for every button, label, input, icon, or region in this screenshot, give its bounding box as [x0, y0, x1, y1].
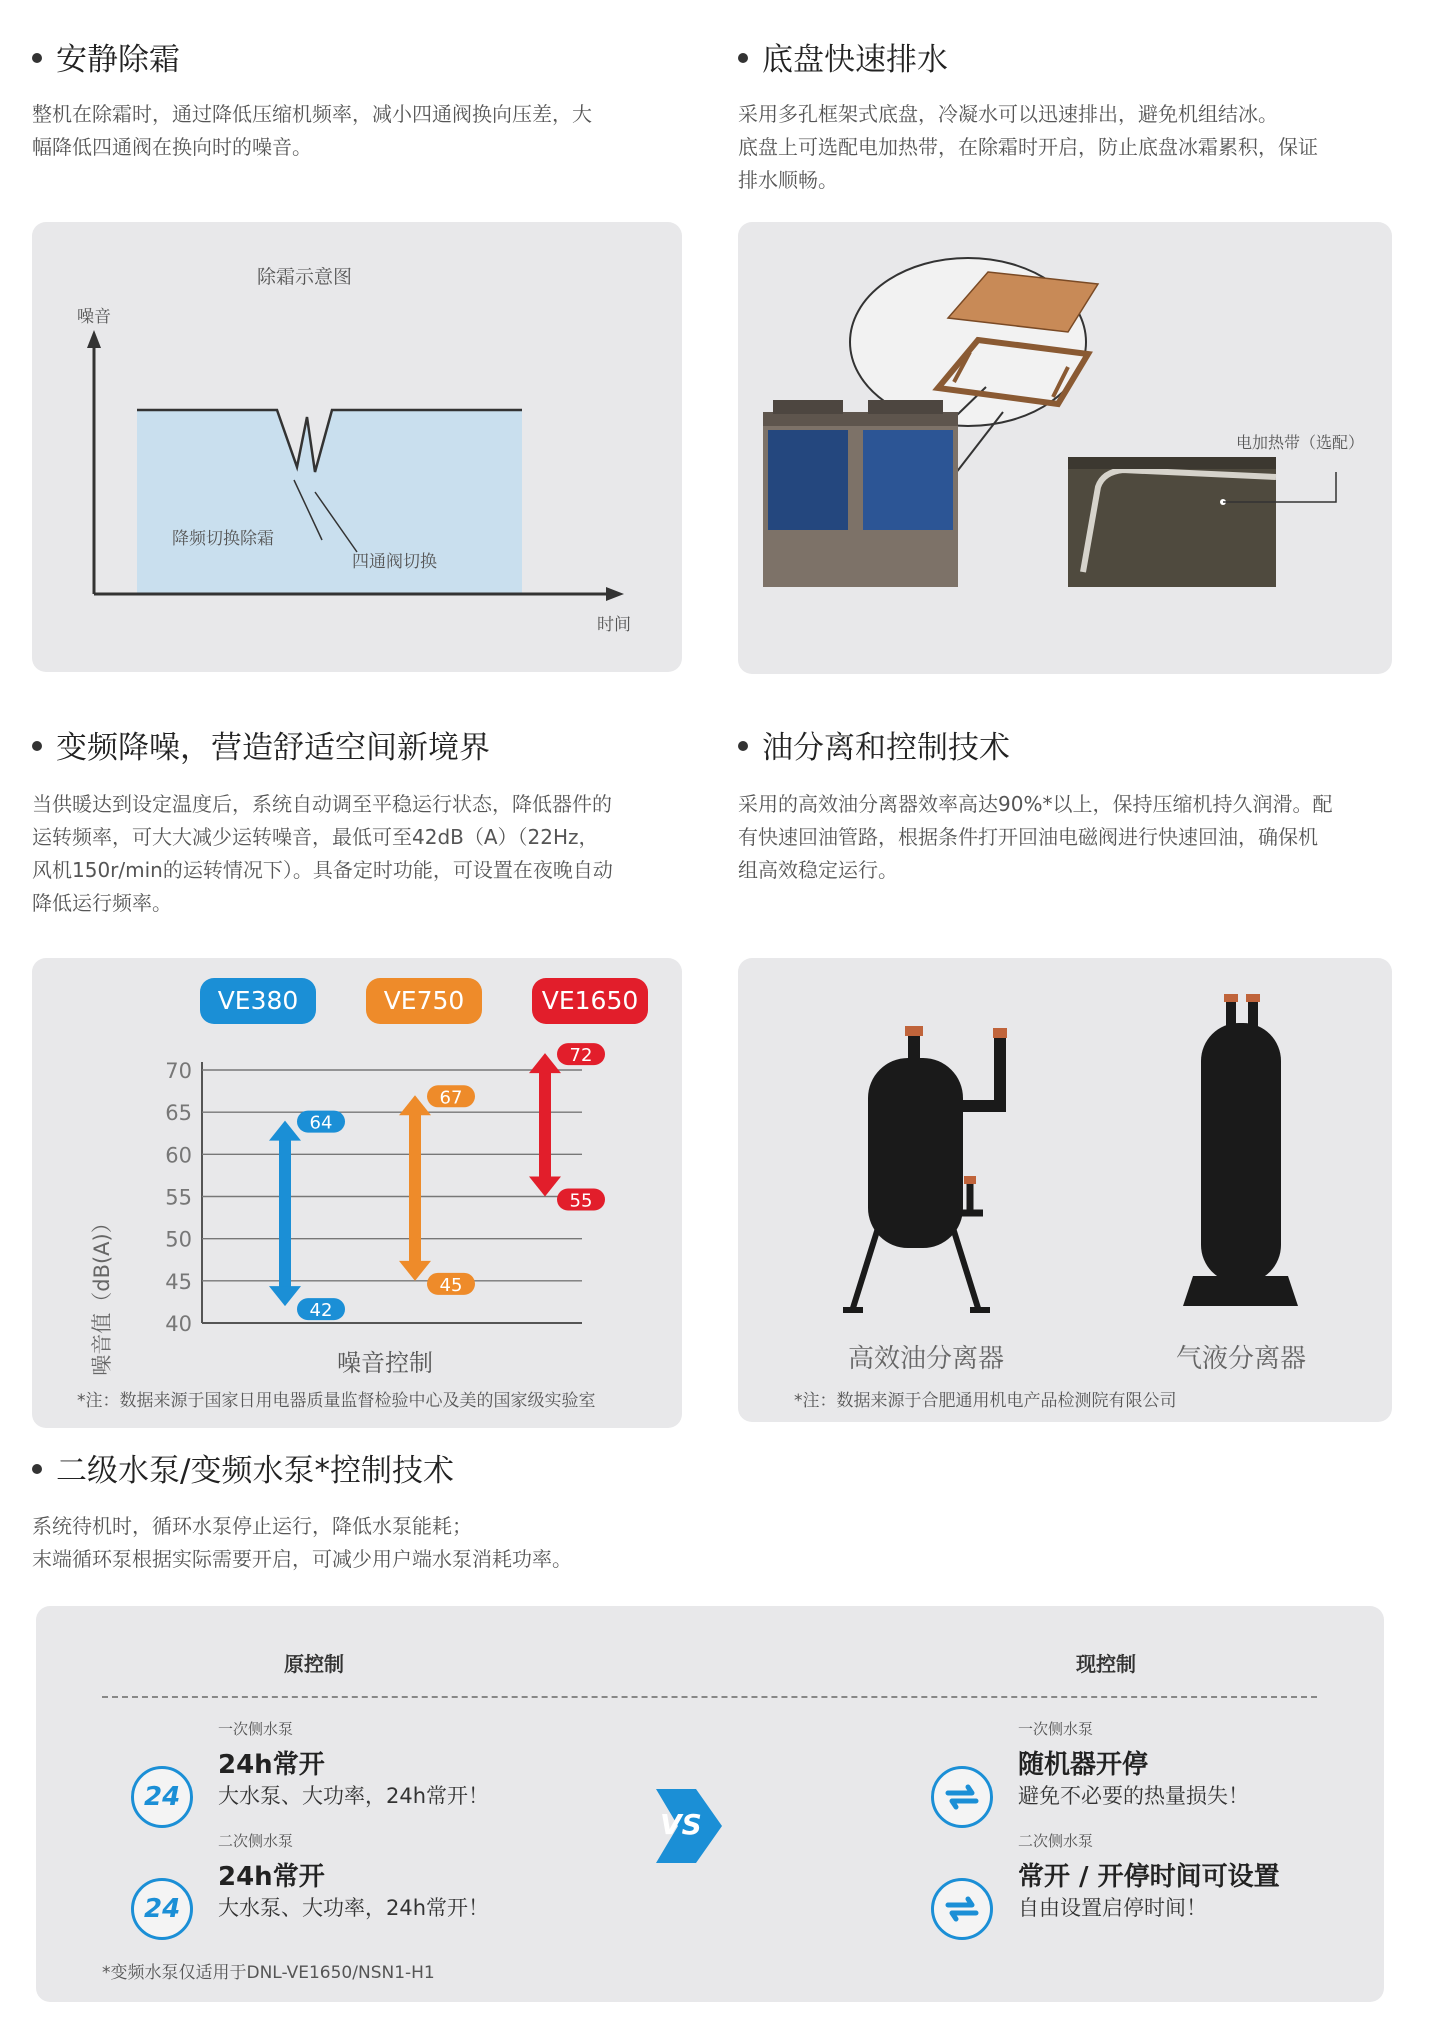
pump-desc: 自由设置启停时间！: [1018, 1896, 1207, 1920]
y-tick-label: 45: [165, 1269, 192, 1294]
bullet-dot: [32, 53, 42, 63]
paragraph-line: 采用的高效油分离器效率高达90%*以上，保持压缩机持久润滑。配: [738, 792, 1333, 816]
range-bar-VE380: [279, 1135, 291, 1293]
paragraph-line: 排水顺畅。: [738, 168, 838, 192]
y-axis-arrow: [87, 330, 101, 348]
defrost-noise-area: [137, 410, 522, 594]
oil-separator-leg: [953, 1228, 978, 1308]
pump-desc: 避免不必要的热量损失！: [1018, 1784, 1249, 1808]
24h-icon: [131, 1878, 193, 1940]
separator-image-panel: [738, 958, 1392, 1422]
chassis-drain-paragraph: [738, 98, 1318, 197]
paragraph-line: 底盘上可选配电加热带，在除霜时开启，防止底盘冰霜累积，保证: [738, 135, 1318, 159]
value-label-low-VE750: 45: [439, 1274, 463, 1296]
oil-separator-cap: [993, 1028, 1007, 1038]
section-title-text: 二级水泵/变频水泵*控制技术: [56, 1453, 454, 1489]
defrost-diagram: [32, 222, 682, 672]
gas-separator-pipe: [1226, 998, 1236, 1026]
section-title-pump: [32, 1445, 454, 1490]
oil-separator-body: [868, 1058, 963, 1248]
oil-separator-leg: [853, 1228, 878, 1308]
noise-chart-panel: [32, 958, 682, 1428]
quiet-defrost-paragraph: [32, 98, 592, 164]
arrow-down-VE750: [399, 1261, 431, 1281]
gas-separator-cap: [1246, 994, 1260, 1002]
bullet-dot: [738, 53, 748, 63]
pump-kicker: 一次侧水泵: [1018, 1720, 1094, 1738]
y-tick-label: 60: [165, 1143, 192, 1168]
cycle-arrows-icon: [931, 1878, 993, 1940]
range-bar-VE1650: [539, 1067, 551, 1182]
24h-icon-text: 24: [144, 1782, 181, 1812]
pump-footnote: *变频水泵仅适用于DNL-VE1650/NSN1-H1: [102, 1963, 435, 1983]
paragraph-line: 末端循环泵根据实际需要开启，可减少用户端水泵消耗功率。: [32, 1547, 572, 1571]
pump-status: 常开 / 开停时间可设置: [1018, 1862, 1280, 1892]
legend-ve380: VE380: [200, 978, 316, 1024]
pump-desc: 大水泵、大功率，24h常开！: [218, 1896, 490, 1920]
24h-icon: [131, 1766, 193, 1828]
pump-kicker: 二次侧水泵: [218, 1832, 294, 1850]
value-label-low-VE1650: 55: [569, 1190, 593, 1212]
paragraph-line: 幅降低四通阀在换向时的噪音。: [32, 135, 312, 159]
caption-oil-separator: 高效油分离器: [848, 1344, 1005, 1374]
value-label-high-VE380: 64: [309, 1112, 333, 1134]
oil-separation-paragraph: [738, 788, 1332, 887]
paragraph-line: 当供暖达到设定温度后，系统自动调至平稳运行状态，降低器件的: [32, 792, 612, 816]
cycle-arrow-path: [948, 1899, 976, 1919]
oil-separator-side-pipe: [963, 1038, 1000, 1106]
cycle-arrow-path: [948, 1787, 976, 1807]
paragraph-line: 有快速回油管路，根据条件打开回油电磁阀进行快速回油，确保机: [738, 825, 1318, 849]
y-tick-label: 70: [165, 1059, 192, 1083]
pump-paragraph: [32, 1510, 572, 1576]
section-title-text: 变频降噪，营造舒适空间新境界: [56, 730, 490, 766]
unit-coil-left: [768, 430, 848, 530]
y-axis-title-wrap: [86, 1194, 116, 1394]
legend-ve1650: VE1650: [532, 978, 648, 1024]
new-control-heading: 现控制: [1076, 1652, 1136, 1676]
pump-status: 24h常开: [218, 1750, 325, 1780]
defrost-diagram-panel: [32, 222, 682, 672]
section-title-quiet-defrost: [32, 34, 180, 79]
value-label-high-VE1650: 72: [569, 1045, 593, 1067]
gas-separator-bracket: [1183, 1276, 1298, 1306]
arrow-down-VE380: [269, 1286, 301, 1306]
paragraph-line: 系统待机时，循环水泵停止运行，降低水泵能耗；: [32, 1514, 472, 1538]
y-tick-label: 55: [165, 1185, 192, 1210]
diagram-title: 除霜示意图: [257, 266, 353, 288]
oil-separator-cap: [905, 1026, 923, 1036]
value-label-low-VE380: 42: [309, 1300, 333, 1322]
heater-label: 电加热带（选配）: [1236, 433, 1365, 452]
unit-fan: [773, 400, 843, 414]
value-label-high-VE750: 67: [439, 1087, 463, 1109]
arrow-up-VE380: [269, 1121, 301, 1141]
y-axis-title: 噪音值（dB(A)）: [90, 1212, 114, 1376]
chassis-image-panel: [738, 222, 1392, 674]
bullet-dot: [32, 741, 42, 751]
arrow-up-VE1650: [529, 1053, 561, 1073]
pump-kicker: 一次侧水泵: [218, 1720, 294, 1738]
24h-icon-text: 24: [144, 1894, 181, 1924]
pump-compare-panel: [36, 1606, 1384, 2002]
cycle-arrows-glyph: [934, 1769, 990, 1825]
pump-desc: 大水泵、大功率，24h常开！: [218, 1784, 490, 1808]
section-title-text: 油分离和控制技术: [762, 730, 1010, 766]
pump-status: 24h常开: [218, 1862, 325, 1892]
vs-text: VS: [660, 1808, 702, 1841]
section-title-oil-separation: [738, 722, 1010, 767]
arrow-up-VE750: [399, 1095, 431, 1115]
bullet-dot: [32, 1464, 42, 1474]
gas-separator-body: [1201, 1023, 1281, 1283]
chart-note: *注：数据来源于国家日用电器质量监督检验中心及美的国家级实验室: [77, 1391, 596, 1411]
paragraph-line: 风机150r/min的运转情况下）。具备定时功能，可设置在夜晚自动: [32, 858, 613, 882]
unit-fan: [868, 400, 943, 414]
range-bar-VE750: [409, 1109, 421, 1267]
x-axis-label: 时间: [597, 615, 631, 635]
dashed-divider: [102, 1696, 1317, 1698]
y-tick-label: 40: [165, 1312, 192, 1336]
paragraph-line: 采用多孔框架式底盘，冷凝水可以迅速排出，避免机组结冰。: [738, 102, 1278, 126]
separator-note: *注：数据来源于合肥通用机电产品检测院有限公司: [794, 1391, 1177, 1411]
unit-coil-right: [863, 430, 953, 530]
paragraph-line: 组高效稳定运行。: [738, 858, 898, 882]
section-title-text: 安静除霜: [56, 42, 180, 78]
label-freq-switch: 降频切换除霜: [172, 529, 274, 549]
y-tick-label: 65: [165, 1101, 192, 1126]
x-axis-arrow: [606, 587, 624, 601]
oil-separator-cap: [964, 1176, 976, 1184]
section-title-text: 底盘快速排水: [762, 42, 948, 78]
y-axis-label: 噪音: [77, 307, 111, 327]
heater-photo-top: [1068, 457, 1276, 469]
paragraph-line: 整机在除霜时，通过降低压缩机频率，减小四通阀换向压差，大: [32, 102, 592, 126]
pump-kicker: 二次侧水泵: [1018, 1832, 1094, 1850]
caption-gas-separator: 气液分离器: [1176, 1344, 1307, 1374]
old-control-heading: 原控制: [284, 1652, 344, 1676]
cycle-arrows-glyph: [934, 1881, 990, 1937]
label-four-way-valve: 四通阀切换: [352, 552, 437, 572]
paragraph-line: 降低运行频率。: [32, 891, 172, 915]
bullet-dot: [738, 741, 748, 751]
section-title-chassis-drain: [738, 34, 948, 79]
section-title-inverter-noise: [32, 722, 490, 767]
gas-separator-pipe: [1248, 998, 1258, 1026]
unit-top: [763, 412, 958, 426]
x-axis-title: 噪音控制: [337, 1349, 433, 1377]
inverter-noise-paragraph: [32, 788, 613, 920]
gas-separator-cap: [1224, 994, 1238, 1002]
arrow-down-VE1650: [529, 1177, 561, 1197]
y-tick-label: 50: [165, 1227, 192, 1252]
legend-ve750: VE750: [366, 978, 482, 1024]
paragraph-line: 运转频率，可大大减少运转噪音，最低可至42dB（A）（22Hz，: [32, 825, 599, 849]
pump-status: 随机器开停: [1018, 1750, 1149, 1780]
cycle-arrows-icon: [931, 1766, 993, 1828]
